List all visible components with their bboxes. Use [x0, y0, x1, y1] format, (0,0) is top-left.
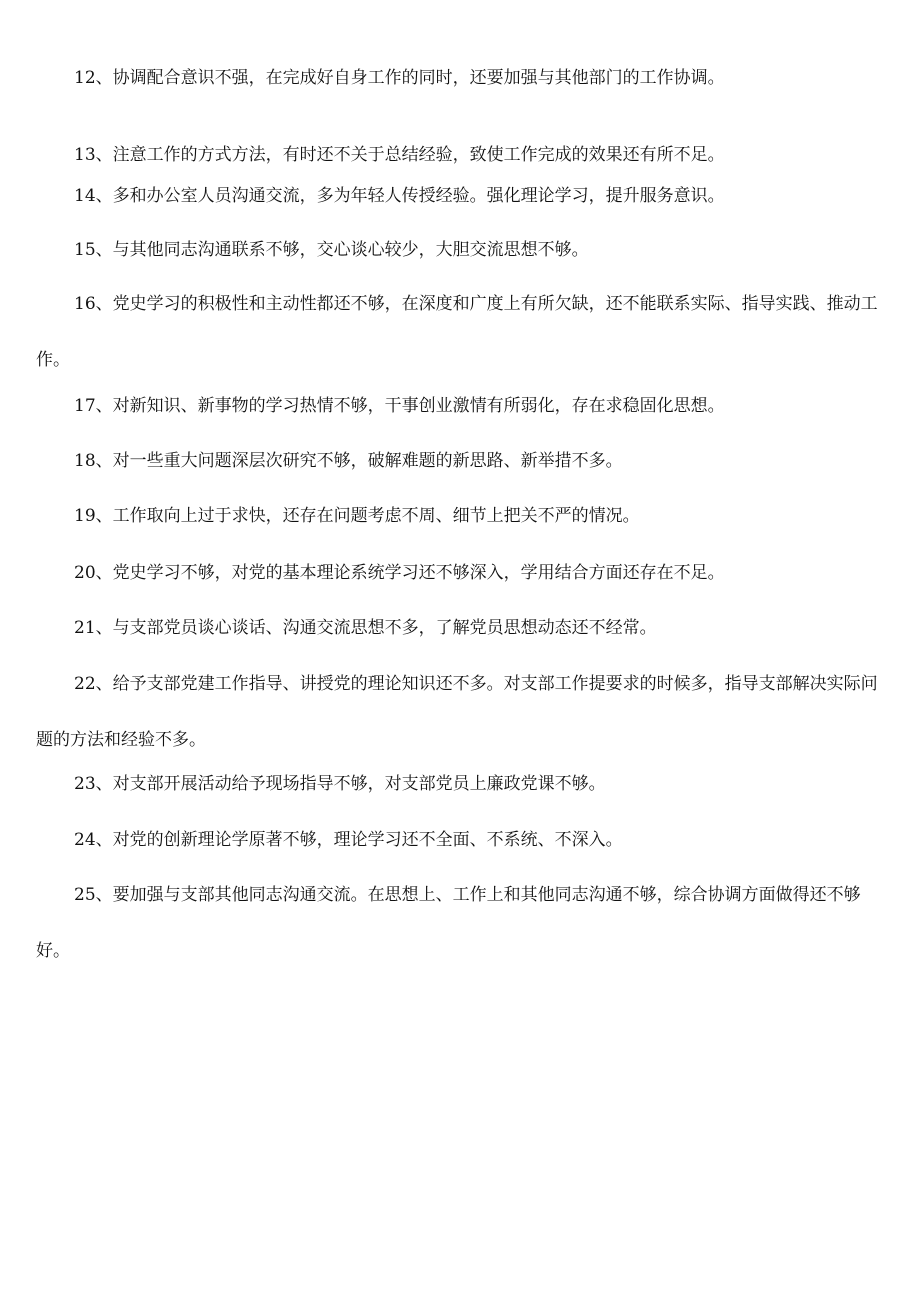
item-text: 、对支部开展活动给予现场指导不够，对支部党员上廉政党课不够。 [95, 774, 606, 794]
item-text: 、党史学习的积极性和主动性都还不够，在深度和广度上有所欠缺，还不能联系实际、指导实践、推动工作。 [36, 294, 878, 370]
list-item-23 [36, 756, 892, 812]
list-item-15 [36, 222, 892, 278]
item-text: 、要加强与支部其他同志沟通交流。在思想上、工作上和其他同志沟通不够，综合协调方面做得还不够好。 [36, 885, 861, 961]
list-item-25 [36, 867, 892, 979]
item-number: 19 [74, 506, 96, 526]
list-item-14 [36, 168, 892, 224]
item-text: 、党史学习不够，对党的基本理论系统学习还不够深入，学用结合方面还存在不足。 [95, 563, 725, 583]
list-item-19 [36, 488, 892, 544]
item-text: 、多和办公室人员沟通交流，多为年轻人传授经验。强化理论学习，提升服务意识。 [95, 186, 725, 206]
list-item-16 [36, 276, 892, 388]
item-number: 17 [74, 396, 96, 416]
item-number: 18 [74, 451, 96, 471]
item-text: 、对党的创新理论学原著不够，理论学习还不全面、不系统、不深入。 [95, 830, 623, 850]
item-number: 24 [74, 830, 96, 850]
item-number: 16 [74, 294, 96, 314]
item-text: 、对新知识、新事物的学习热情不够，干事创业激情有所弱化，存在求稳固化思想。 [95, 396, 725, 416]
item-number: 23 [74, 774, 96, 794]
list-item-24 [36, 812, 892, 868]
item-text: 、对一些重大问题深层次研究不够，破解难题的新思路、新举措不多。 [95, 451, 623, 471]
item-number: 14 [74, 186, 96, 206]
item-number: 13 [74, 145, 96, 165]
item-number: 15 [74, 240, 96, 260]
item-text: 、与其他同志沟通联系不够，交心谈心较少，大胆交流思想不够。 [95, 240, 589, 260]
item-text: 、工作取向上过于求快，还存在问题考虑不周、细节上把关不严的情况。 [95, 506, 640, 526]
list-item-22 [36, 656, 892, 768]
list-item-21 [36, 600, 892, 656]
item-text: 、与支部党员谈心谈话、沟通交流思想不多，了解党员思想动态还不经常。 [95, 618, 657, 638]
list-item-18 [36, 433, 892, 489]
item-number: 12 [74, 68, 96, 88]
item-number: 22 [74, 674, 96, 694]
list-item-12 [36, 50, 892, 106]
list-item-20 [36, 545, 892, 601]
item-text: 、给予支部党建工作指导、讲授党的理论知识还不多。对支部工作提要求的时候多，指导支部解决实际问题的方法和经验不多。 [36, 674, 878, 750]
item-text: 、协调配合意识不强，在完成好自身工作的同时，还要加强与其他部门的工作协调。 [95, 68, 725, 88]
item-number: 21 [74, 618, 96, 638]
item-number: 25 [74, 885, 96, 905]
item-number: 20 [74, 563, 96, 583]
item-text: 、注意工作的方式方法，有时还不关于总结经验，致使工作完成的效果还有所不足。 [95, 145, 725, 165]
list-item-17 [36, 378, 892, 434]
